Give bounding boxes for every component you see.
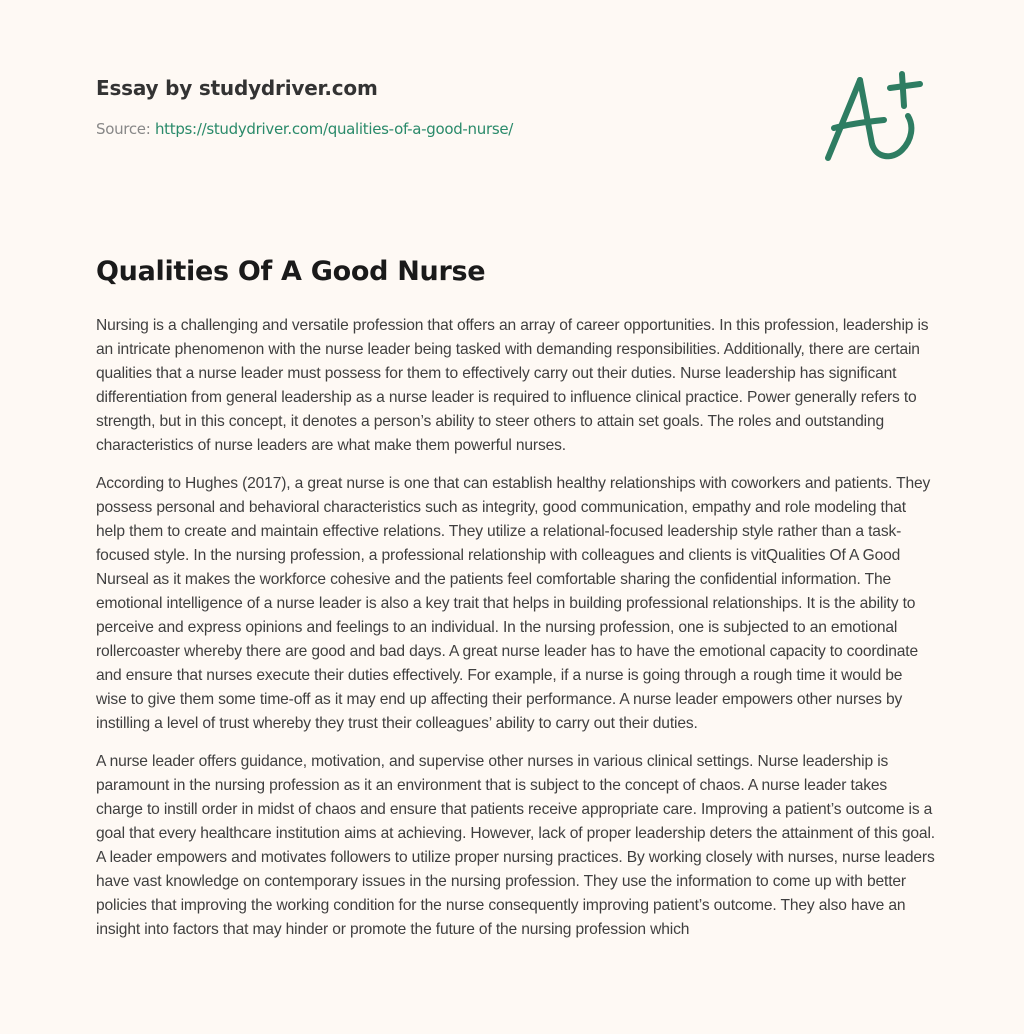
essay-body — [96, 314, 936, 956]
essay-header — [96, 76, 796, 138]
essay-paragraph: Nursing is a challenging and versatile profession that offers an array of career opportunities. In this profession, leadership is an intricate phenomenon with the nurse leader being tasked with demanding responsibilities. Additionally, there are certain qualities that a nurse leader must possess for them to effectively carry out their duties. Nurse leadership has significant differentiation from general leadership as a nurse leader is required to influence clinical practice. Power generally refers to strength, but in this concept, it denotes a person’s ability to steer others to attain set goals. The roles and outstanding characteristics of nurse leaders are what make them powerful nurses. — [96, 317, 929, 454]
source-label: Source: — [96, 120, 151, 138]
essay-paragraph: According to Hughes (2017), a great nurse is one that can establish healthy relationships with coworkers and patients. They possess personal and behavioral characteristics such as integrity, good communication, empathy and role modeling that help them to create and maintain effective relations. They utilize a relational-focused leadership style rather than a task-focused style. In the nursing profession, a professional relationship with colleagues and clients is vitQualities Of A Good Nurseal as it makes the workforce cohesive and the patients feel comfortable sharing the confidential information. The emotional intelligence of a nurse leader is also a key trait that helps in building professional relationships. It is the ability to perceive and express opinions and feelings to an individual. In the nursing profession, one is subjected to an emotional rollercoaster whereby there are good and bad days. A great nurse leader has to have the emotional capacity to coordinate and ensure that nurses execute their duties effectively. For example, if a nurse is going through a rough time it would be wise to give them some time-off as it may end up affecting their performance. A nurse leader empowers other nurses by instilling a level of trust whereby they trust their colleagues’ ability to carry out their duties. — [96, 475, 931, 732]
essay-title: Qualities Of A Good Nurse — [96, 256, 486, 287]
site-title: Essay by studydriver.com — [96, 76, 378, 100]
source-line — [96, 120, 796, 138]
essay-paragraph: A nurse leader offers guidance, motivation, and supervise other nurses in various clinical settings. Nurse leadership is paramount in the nursing profession as it an environment that is subject to the concept of chaos. A nurse leader takes charge to instill order in midst of chaos and ensure that patients receive appropriate care. Improving a patient’s outcome is a goal that every healthcare institution aims at achieving. However, lack of proper leadership deters the attainment of this goal. A leader empowers and motivates followers to utilize proper nursing practices. By working closely with nurses, nurse leaders have vast knowledge on contemporary issues in the nursing profession. They use the information to come up with better policies that improving the working condition for the nurse consequently improving patient’s outcome. They also have an insight into factors that may hinder or promote the future of the nursing profession which — [96, 753, 935, 938]
a-plus-grade-icon — [820, 66, 930, 166]
source-link[interactable]: https://studydriver.com/qualities-of-a-good-nurse/ — [154, 120, 514, 138]
